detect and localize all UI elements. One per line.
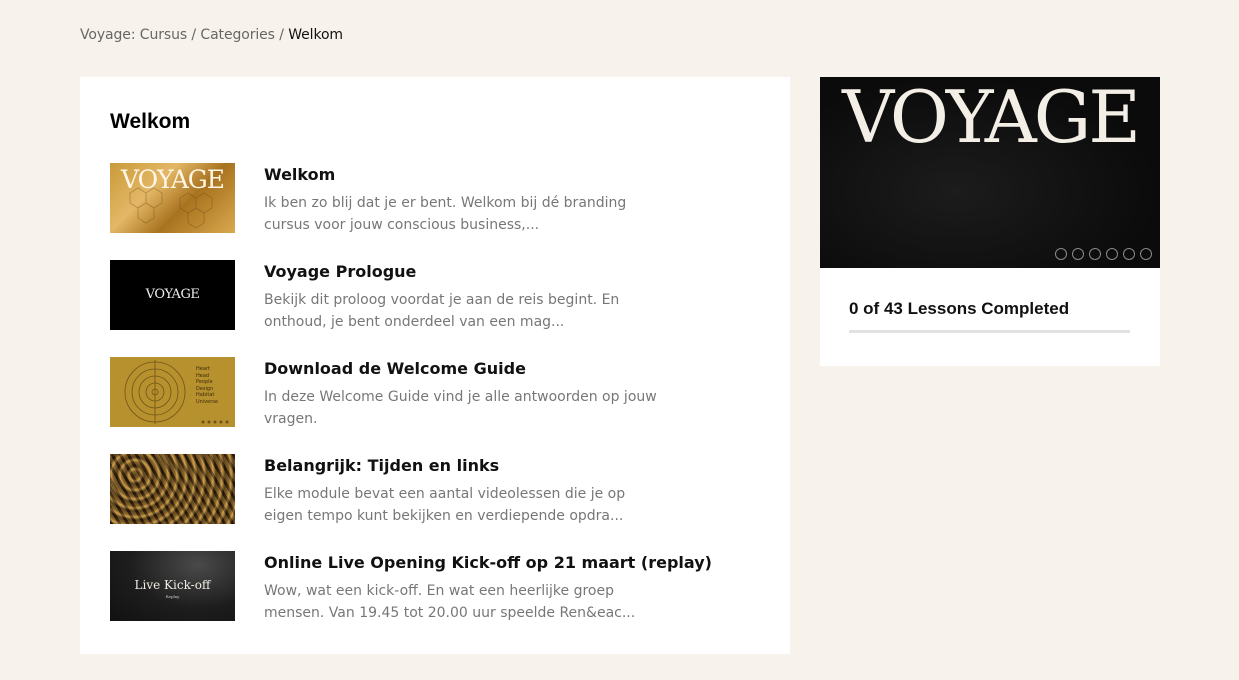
lesson-item-welkom[interactable] <box>110 163 760 233</box>
black-logo-thumbnail <box>110 260 235 330</box>
thumb-topic: Design <box>196 385 214 392</box>
globe-icon <box>1072 248 1084 260</box>
course-progress-card <box>820 77 1160 366</box>
honeycomb-thumbnail <box>110 163 235 233</box>
lesson-item-tijden-en-links[interactable] <box>110 454 760 524</box>
lesson-description: Bekijk dit proloog voordat je aan de reis begint. En onthoud, je bent onderdeel van een mag... <box>264 292 620 330</box>
thumb-topic: People <box>196 379 213 385</box>
ring-icon <box>1106 248 1118 260</box>
lesson-description: Wow, wat een kick-off. En wat een heerlijke groep mensen. Van 19.45 tot 20.00 uur speelde Ren&eac... <box>264 583 636 621</box>
thumb-title-text: Live Kick-off <box>134 578 211 592</box>
lesson-description: Elke module bevat een aantal videolessen die je op eigen tempo kunt bekijken en verdiepende opdra... <box>264 486 626 524</box>
circle-icon <box>1055 248 1067 260</box>
thumb-topics <box>196 366 218 405</box>
breadcrumb-separator: / <box>191 27 197 43</box>
dot-icon <box>1140 248 1152 260</box>
progress-bar <box>849 330 1130 333</box>
lesson-description: In deze Welcome Guide vind je alle antwoorden op jouw vragen. <box>264 389 657 427</box>
lesson-item-voyage-prologue[interactable] <box>110 260 760 330</box>
thumb-logo-text: VOYAGE <box>145 287 200 302</box>
lesson-list-card <box>80 77 790 654</box>
live-kickoff-thumbnail <box>110 551 235 621</box>
lesson-title: Belangrijk: Tijden en links <box>264 456 500 475</box>
breadcrumb <box>80 27 343 43</box>
circles-diagram-thumbnail <box>110 357 235 427</box>
thumb-subtitle-text: Replay <box>165 594 180 599</box>
bees-thumbnail <box>110 454 235 524</box>
section-title: Welkom <box>110 110 191 133</box>
thumb-topic: Habitat <box>196 392 215 398</box>
grid-icon <box>1123 248 1135 260</box>
hero-symbol-row <box>1055 248 1152 260</box>
thumb-topic: Head <box>196 372 210 379</box>
course-hero-title: VOYAGE <box>842 77 1138 159</box>
breadcrumb-link-categories[interactable]: Categories <box>200 27 275 43</box>
breadcrumb-current: Welkom <box>288 27 343 43</box>
lesson-description: Ik ben zo blij dat je er bent. Welkom bij dé branding cursus voor jouw conscious business,... <box>264 195 627 233</box>
lesson-item-live-kickoff[interactable] <box>110 551 760 621</box>
lesson-title: Online Live Opening Kick-off op 21 maart (replay) <box>264 553 712 572</box>
breadcrumb-separator: / <box>279 27 284 43</box>
lesson-item-welcome-guide[interactable] <box>110 357 760 427</box>
thumb-logo-text: VOYAGE <box>121 165 224 194</box>
lesson-title: Voyage Prologue <box>264 262 417 281</box>
lesson-title: Download de Welcome Guide <box>264 359 526 378</box>
thumb-topic: Heart <box>196 366 210 372</box>
breadcrumb-link-cursus[interactable]: Voyage: Cursus <box>80 27 188 43</box>
lesson-title: Welkom <box>264 165 336 184</box>
course-hero-image <box>820 77 1160 268</box>
flower-icon <box>1089 248 1101 260</box>
thumb-topic: Universe <box>196 398 218 405</box>
progress-label: 0 of 43 Lessons Completed <box>849 299 1070 318</box>
